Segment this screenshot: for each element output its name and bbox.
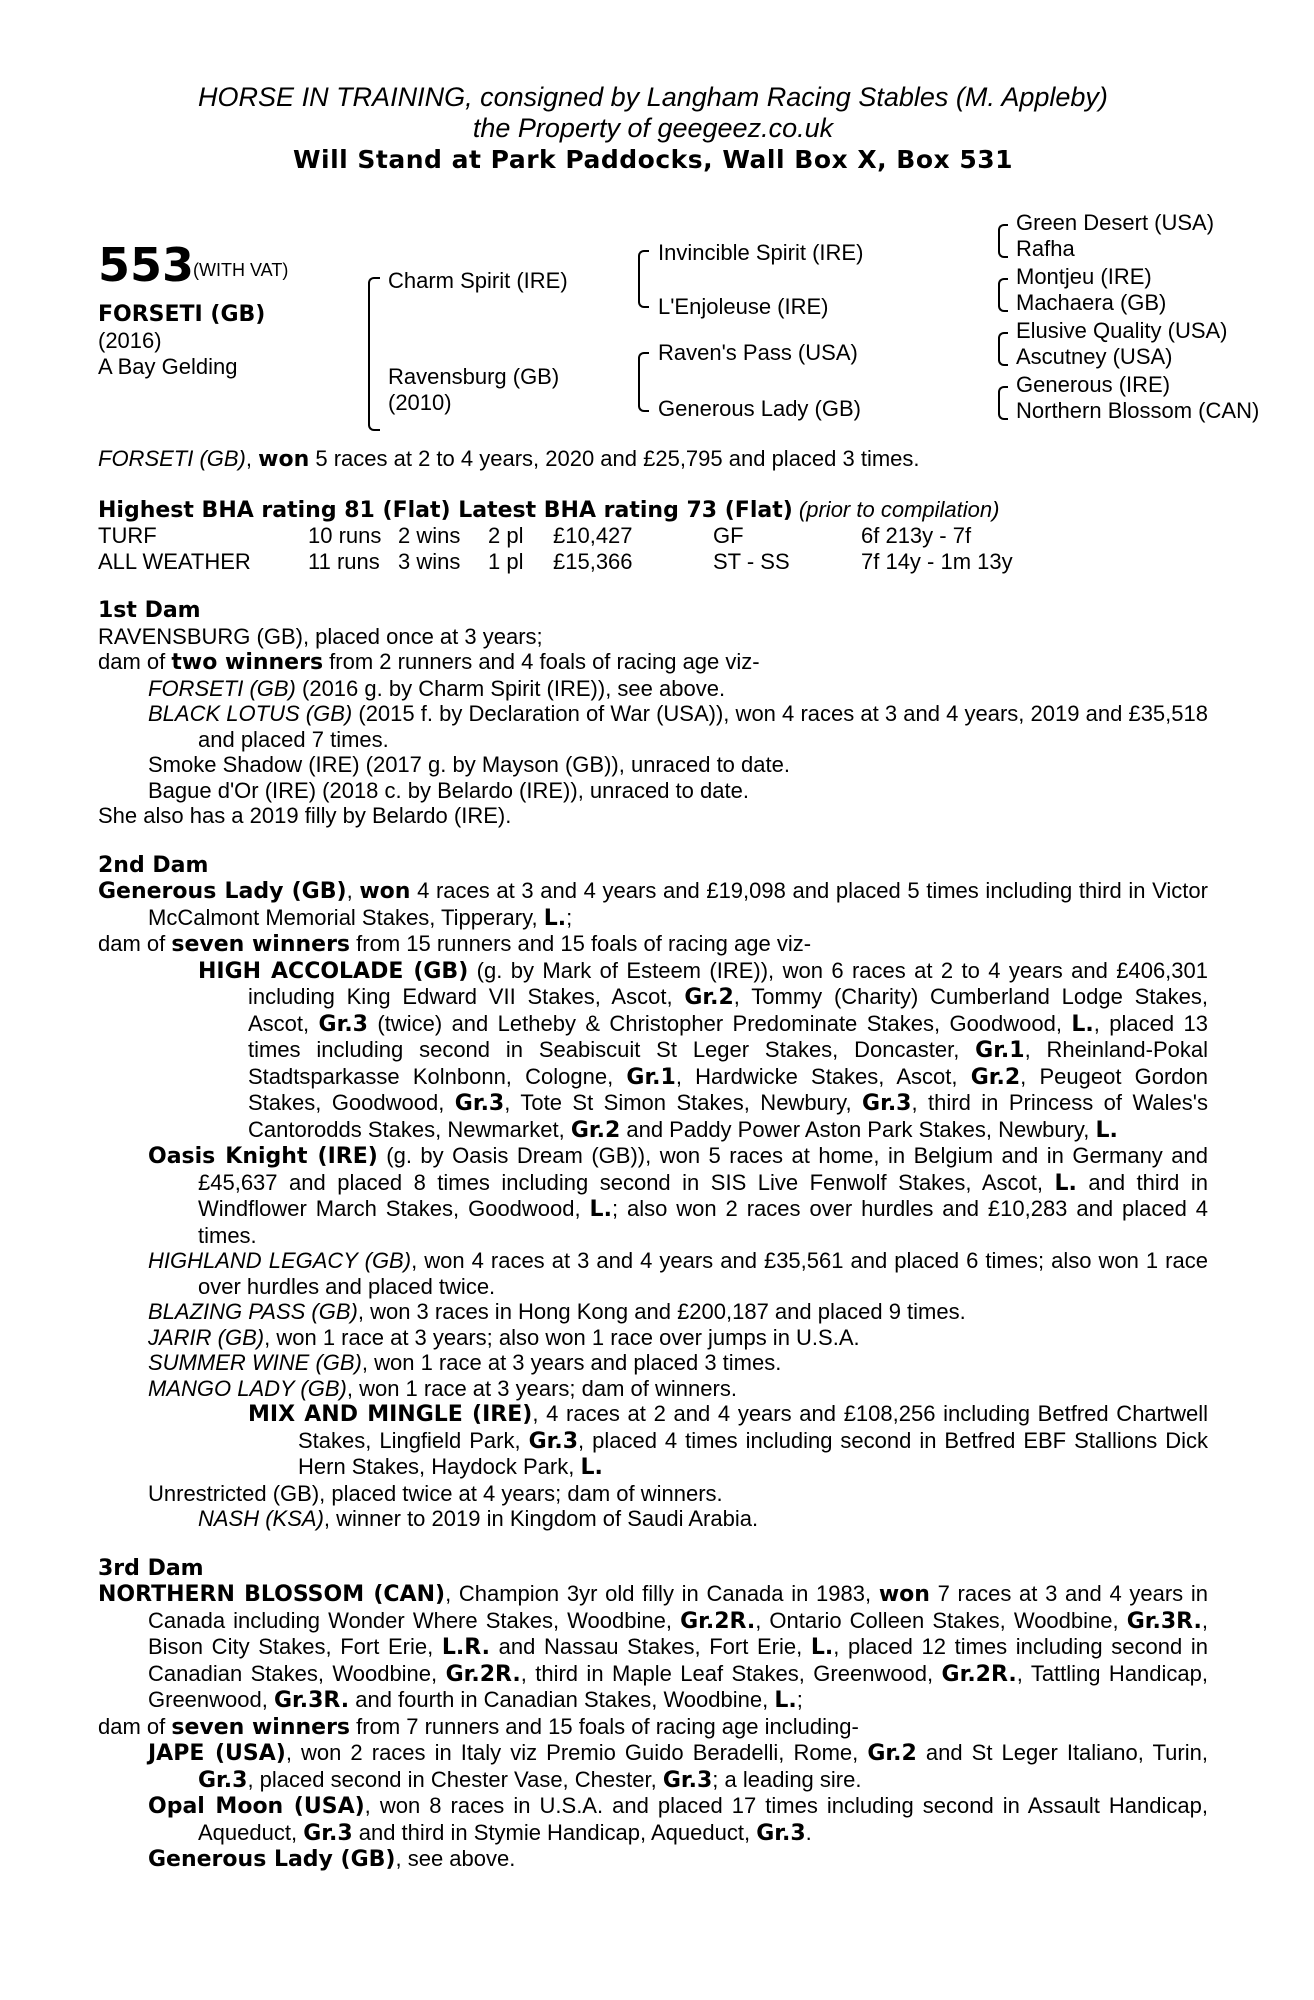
pedigree-brace bbox=[998, 224, 1008, 258]
third-dam-produce: dam of seven winners from 7 runners and 15 foals of racing age including- bbox=[98, 1713, 859, 1740]
pedigree-brace bbox=[998, 386, 1008, 420]
stand-line: Will Stand at Park Paddocks, Wall Box X, Box 531 bbox=[292, 145, 1014, 174]
list-item: BLAZING PASS (GB), won 3 races in Hong Kong and £200,187 and placed 9 times. bbox=[148, 1299, 966, 1324]
list-item: SUMMER WINE (GB), won 1 race at 3 years and placed 3 times. bbox=[148, 1350, 782, 1375]
pedigree-dam-dam: Generous Lady (GB) bbox=[658, 396, 861, 421]
list-item: HIGHLAND LEGACY (GB), won 4 races at 3 and 4 years and £35,561 and placed 6 times; also won 1 race over hurdles and placed twice. bbox=[148, 1248, 1208, 1299]
list-item: JAPE (USA), won 2 races in Italy viz Premio Guido Beradelli, Rome, Gr.2 and St Leger Italiano, Turin, Gr.3, placed second in Chester Vase, Chester, Gr.3; a leading sire. bbox=[148, 1740, 1208, 1793]
property-line: the Property of geegeez.co.uk bbox=[472, 113, 834, 143]
consignor-line: HORSE IN TRAINING, consigned by Langham Racing Stables (M. Appleby) bbox=[198, 82, 1108, 112]
catalogue-page bbox=[98, 82, 1260, 1872]
pedigree-sire: Charm Spirit (IRE) bbox=[388, 268, 568, 293]
lot-header bbox=[98, 82, 1208, 175]
second-dam-produce: dam of seven winners from 15 runners and 15 foals of racing age viz- bbox=[98, 931, 812, 957]
list-item: Generous Lady (GB), see above. bbox=[148, 1846, 516, 1872]
list-item: Opal Moon (USA), won 8 races in U.S.A. and placed 17 times including second in Assault Handicap, Aqueduct, Gr.3 and third in Stymie Handicap, Aqueduct, Gr.3. bbox=[148, 1793, 1208, 1846]
pedigree-dam-sire: Raven's Pass (USA) bbox=[658, 340, 858, 365]
second-dam-heading: 2nd Dam bbox=[98, 852, 209, 878]
pedigree-brace bbox=[638, 250, 649, 308]
pedigree-sire-sire: Invincible Spirit (IRE) bbox=[658, 240, 864, 265]
race-record bbox=[98, 446, 1208, 1873]
first-dam-heading: 1st Dam bbox=[98, 598, 201, 623]
summary-line: FORSETI (GB), won 5 races at 2 to 4 years, 2020 and £25,795 and placed 3 times. bbox=[98, 446, 920, 472]
list-item: MIX AND MINGLE (IRE), 4 races at 2 and 4 years and £108,256 including Betfred Chartwell Stakes, Lingfield Park, Gr.3, placed 4 times including second in Betfred EBF Stallions Dick Hern Stakes, Haydock Park, L. bbox=[248, 1401, 1208, 1480]
first-dam-intro: RAVENSBURG (GB), placed once at 3 years; bbox=[98, 623, 543, 649]
ratings-line bbox=[98, 497, 1208, 524]
pedigree-dam-year: (2010) bbox=[388, 390, 452, 415]
vat-label: (WITH VAT) bbox=[193, 260, 289, 280]
pedigree-sire-dam: L'Enjoleuse (IRE) bbox=[658, 294, 829, 319]
list-item: Oasis Knight (IRE) (g. by Oasis Dream (GB)), won 5 races at home, in Belgium and in Germany and £45,637 and placed 8 times including second in SIS Live Fenwolf Stakes, Ascot, L. and third in Windflower March Stakes, Goodwood, L.; also won 2 races over hurdles and £10,283 and placed 4 times. bbox=[148, 1143, 1208, 1248]
pedigree-dam: Ravensburg (GB) bbox=[388, 364, 560, 389]
bha-ratings: Highest BHA rating 81 (Flat) Latest BHA rating 73 (Flat) bbox=[98, 497, 793, 523]
stats-table bbox=[98, 523, 1013, 574]
first-dam-note: She also has a 2019 filly by Belardo (IRE). bbox=[98, 803, 512, 828]
pedigree-ds-sire: Elusive Quality (USA) bbox=[1016, 318, 1228, 343]
list-item: Bague d'Or (IRE) (2018 c. by Belardo (IRE)), unraced to date. bbox=[148, 777, 749, 803]
pedigree-brace bbox=[368, 277, 380, 431]
third-dam-heading: 3rd Dam bbox=[98, 1555, 204, 1581]
list-item: Unrestricted (GB), placed twice at 4 years; dam of winners. bbox=[148, 1480, 723, 1506]
horse-name: FORSETI (GB) bbox=[98, 302, 266, 327]
pedigree-ss-sire: Green Desert (USA) bbox=[1016, 210, 1215, 235]
list-item: FORSETI (GB) (2016 g. by Charm Spirit (IRE)), see above. bbox=[148, 675, 726, 701]
pedigree-dd-dam: Northern Blossom (CAN) bbox=[1016, 398, 1260, 423]
pedigree-ds-dam: Ascutney (USA) bbox=[1016, 344, 1173, 369]
list-item: Smoke Shadow (IRE) (2017 g. by Mayson (GB)), unraced to date. bbox=[148, 752, 790, 777]
list-item: MANGO LADY (GB), won 1 race at 3 years; dam of winners. bbox=[148, 1375, 737, 1401]
lot-number: 553 bbox=[98, 238, 195, 292]
won-label: won bbox=[258, 447, 310, 472]
list-item: BLACK LOTUS (GB) (2015 f. by Declaration of War (USA)), won 4 races at 3 and 4 years, 2019 and £35,518 and placed 7 times. bbox=[148, 701, 1208, 752]
pedigree-brace bbox=[998, 278, 1008, 312]
pedigree-brace bbox=[998, 332, 1008, 366]
pedigree-brace bbox=[638, 352, 649, 412]
list-item: HIGH ACCOLADE (GB) (g. by Mark of Esteem (IRE)), won 6 races at 2 to 4 years and £406,301 including King Edward VII Stakes, Ascot, Gr.2, Tommy (Charity) Cumberland Lodge Stakes, Ascot, Gr.3 (twice) and Letheby & Christopher Predominate Stakes, Goodwood, L., placed 13 times including second in Seabiscuit St Leger Stakes, Doncaster, Gr.1, Rheinland-Pokal Stadtsparkasse Kolnbonn, Cologne, Gr.1, Hardwicke Stakes, Ascot, Gr.2, Peugeot Gordon Stakes, Goodwood, Gr.3, Tote St Simon Stakes, Newbury, Gr.3, third in Princess of Wales's Cantorodds Stakes, Newmarket, Gr.2 and Paddy Power Aston Park Stakes, Newbury, L. bbox=[198, 957, 1209, 1143]
table-row: ALL WEATHER 11 runs 3 wins 1 pl £15,366 ST - SS 7f 14y - 1m 13y bbox=[98, 548, 1013, 574]
pedigree-ss-dam: Rafha bbox=[1016, 236, 1075, 261]
list-item: NASH (KSA), winner to 2019 in Kingdom of Saudi Arabia. bbox=[198, 1506, 759, 1531]
horse-name-ref: FORSETI (GB) bbox=[98, 446, 246, 471]
pedigree-section bbox=[98, 202, 1260, 452]
ratings-note: (prior to compilation) bbox=[798, 496, 1000, 522]
third-dam-intro: NORTHERN BLOSSOM (CAN), Champion 3yr old filly in Canada in 1983, won 7 races at 3 and 4 years in Canada including Wonder Where Stakes, Woodbine, Gr.2R., Ontario Colleen Stakes, Woodbine, Gr.3R., Bison City Stakes, Fort Erie, L.R. and Nassau Stakes, Fort Erie, L., placed 12 times including second in Canadian Stakes, Woodbine, Gr.2R., third in Maple Leaf Stakes, Greenwood, Gr.2R., Tattling Handicap, Greenwood, Gr.3R. and fourth in Canadian Stakes, Woodbine, L.; bbox=[98, 1581, 1208, 1713]
horse-year: (2016) bbox=[98, 328, 162, 353]
second-dam-intro: Generous Lady (GB), won 4 races at 3 and 4 years and £19,098 and placed 5 times including third in Victor McCalmont Memorial Stakes, Tipperary, L.; bbox=[98, 878, 1208, 931]
table-row: TURF 10 runs 2 wins 2 pl £10,427 GF 6f 213y - 7f bbox=[98, 523, 972, 548]
pedigree-dd-sire: Generous (IRE) bbox=[1016, 372, 1171, 397]
pedigree-sd-sire: Montjeu (IRE) bbox=[1016, 264, 1152, 289]
first-dam-produce: dam of two winners from 2 runners and 4 foals of racing age viz- bbox=[98, 649, 760, 675]
horse-description: A Bay Gelding bbox=[98, 354, 238, 379]
pedigree-sd-dam: Machaera (GB) bbox=[1016, 290, 1167, 315]
list-item: JARIR (GB), won 1 race at 3 years; also won 1 race over jumps in U.S.A. bbox=[148, 1324, 860, 1350]
summary-text: 5 races at 2 to 4 years, 2020 and £25,795 and placed 3 times. bbox=[309, 446, 920, 471]
